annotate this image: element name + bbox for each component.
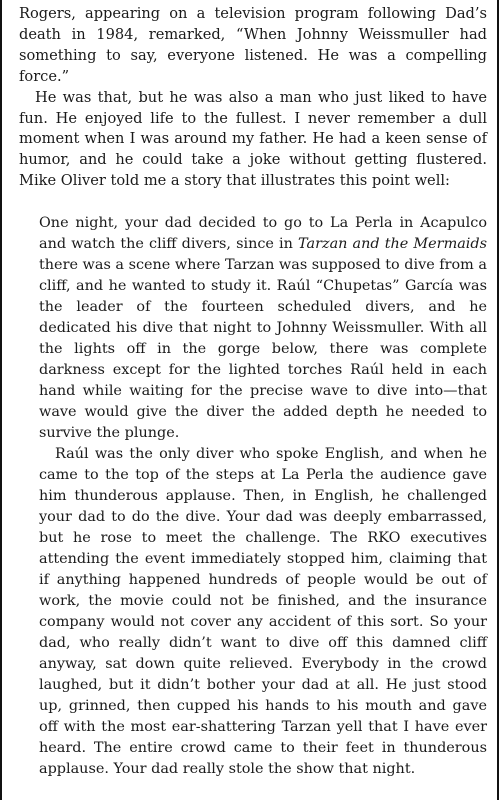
left-border-line: [0, 0, 2, 800]
quote-paragraph: Raúl was the only diver who spoke English, and when he came to the top of the steps at La Perla the audience gave him thunderous applause. Then, in English, he challenged your dad to do the dive. Your dad was deeply embarrassed, but he rose to meet the challenge. The RKO executives attending the event immediately stopped him, claiming that if anything happened hundreds of people would be out of work, the movie could not be finished, and the insurance company would not cover any accident of this sort. So your dad, who really didn’t want to dive off this damned cliff anyway, sat down quite relieved. Everybody in the crowd laughed, but it didn’t bother your dad at all. He just stood up, grinned, then cupped his hands to his mouth and gave off with the most ear-shattering Tarzan yell that I have ever heard. The entire crowd came to their feet in thunderous applause. Your dad really stole the show that night.: [39, 446, 487, 778]
quote-text: One night, your dad decided to go to La Perla in Acapulco and watch the cliff divers, since in: [39, 215, 487, 253]
quote-text: there was a scene where Tarzan was supposed to dive from a cliff, and he wanted to study it. Raúl “Chupetas” García was the leader of the fourteen scheduled divers, and he dedicated his dive that night to Johnny Weissmuller. With all the lights off in the gorge below, there was complete darkness except for the lighted torches Raúl held in each hand while waiting for the precise wave to dive into—that wave would give the diver the added depth he needed to survive the plunge.: [39, 257, 487, 442]
block-quote: [19, 213, 487, 780]
film-title: Tarzan and the Mermaids: [298, 236, 487, 253]
body-paragraph: Rogers, appearing on a television program following Dad’s death in 1984, remarked, “When Johnny Weissmuller had something to say, everyone listened. He was a compelling force.”: [19, 5, 487, 85]
quote-paragraph: [39, 213, 487, 444]
body-paragraph: He was that, but he was also a man who just liked to have fun. He enjoyed life to the fullest. I never remember a dull moment when I was around my father. He had a keen sense of humor, and he could take a joke without getting flustered. Mike Oliver told me a story that illustrates this point well:: [19, 88, 487, 190]
